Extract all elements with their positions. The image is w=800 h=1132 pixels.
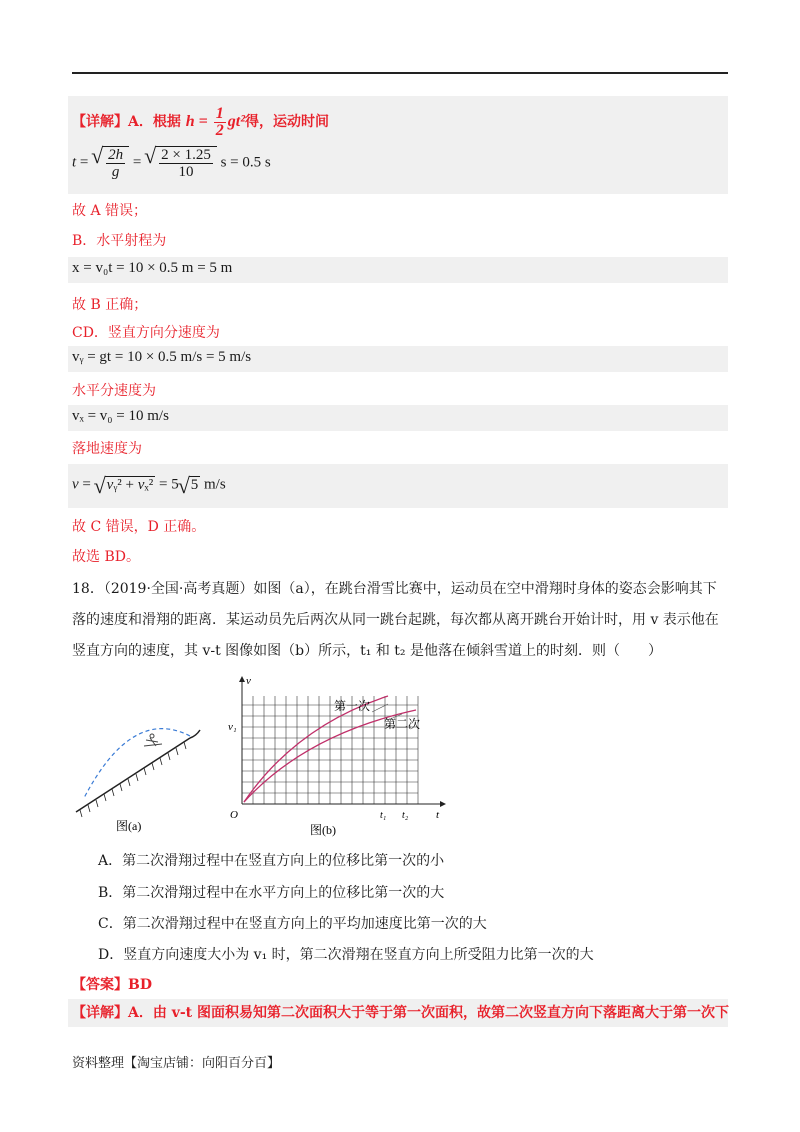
vx-equation: vₓ = v₀ = 10 m/s	[72, 408, 169, 424]
answer-value: BD	[128, 977, 152, 993]
answer-line	[72, 974, 152, 996]
detail-label: 【详解】	[72, 114, 128, 131]
slope-line	[76, 738, 190, 812]
detail-a-suffix: 得，运动时间	[245, 114, 330, 131]
option-d[interactable]: D．竖直方向速度大小为 v₁ 时，第二次滑翔在竖直方向上所受阻力比第一次的大	[98, 947, 594, 963]
q18-line-1: 18．（2019·全国·高考真题）如图（a），在跳台滑雪比赛中，运动员在空中滑翔时身体的姿态会影响其下	[72, 581, 717, 597]
c-result: 故 C 错误，D 正确。	[72, 519, 206, 535]
land-intro: 落地速度为	[72, 441, 142, 457]
graph-grid	[242, 696, 421, 804]
cd-equation: vᵧ = gt = 10 × 0.5 m/s = 5 m/s	[72, 349, 252, 365]
answer-label: 【答案】	[72, 977, 128, 993]
skier-icon	[144, 734, 162, 746]
land-equation: v = √ vᵧ² + vₓ² = 5√ 5 m/s	[72, 476, 226, 494]
v-axis-arrow	[239, 676, 245, 682]
q18-line-3: 竖直方向的速度，其 v-t 图像如图（b）所示，t₁ 和 t₂ 是他落在倾斜雪道上的时刻．则（ ）	[72, 643, 662, 659]
option-a[interactable]: A．第二次滑翔过程中在竖直方向上的位移比第一次的小	[98, 853, 445, 869]
label-first: 第一次	[334, 699, 371, 713]
footer-source: 资料整理【淘宝店铺：向阳百分百】	[72, 1056, 281, 1071]
figure-a-caption: 图(a)	[116, 819, 142, 833]
option-b[interactable]: B．第二次滑翔过程中在水平方向上的位移比第一次的大	[98, 885, 445, 901]
detail-a-line	[72, 106, 329, 139]
detail-label-q18: 【详解】	[72, 1005, 128, 1021]
axis-label-v: v	[246, 675, 251, 687]
choice-result: 故选 BD。	[72, 549, 140, 565]
label-second: 第二次	[384, 717, 421, 731]
a-result: 故 A 错误；	[72, 203, 148, 219]
option-c[interactable]: C．第二次滑翔过程中在竖直方向上的平均加速度比第一次的大	[98, 916, 487, 932]
detail-q18-line	[72, 1002, 729, 1024]
cd-intro: CD．竖直方向分速度为	[72, 325, 220, 341]
detail-q18-a: A．由 v-t 图面积易知第二次面积大于等于第一次面积，故第二次竖直方向下落距离大于第一次下	[128, 1005, 730, 1021]
b-result: 故 B 正确；	[72, 297, 148, 313]
ramp-lip	[190, 730, 200, 738]
b-equation: x = v₀t = 10 × 0.5 m = 5 m	[72, 260, 233, 276]
slope-hatching	[80, 742, 186, 817]
t1-label: t₁	[380, 810, 387, 821]
detail-a-intro: A．根据	[128, 114, 181, 131]
formula-time: t = √ $\frac{2h}{g}$ = √ $\frac{2 \times 1.25}{10}$ s = 0.5 s	[72, 146, 271, 180]
axis-label-t: t	[436, 809, 440, 821]
q18-line-2: 落的速度和滑翔的距离．某运动员先后两次从同一跳台起跳，每次都从离开跳台开始计时，用 v 表示他在	[72, 612, 719, 628]
formula-h: h = $\frac{1}{2}$ gt²	[185, 105, 246, 139]
v1-label: v₁	[228, 721, 237, 733]
t-axis-arrow	[440, 801, 446, 807]
header-rule	[72, 72, 728, 74]
origin-label: O	[230, 809, 238, 821]
t2-label: t₂	[402, 810, 409, 821]
figure-b-caption: 图(b)	[310, 823, 336, 837]
b-intro: B．水平射程为	[72, 233, 167, 249]
vx-intro: 水平分速度为	[72, 383, 156, 399]
trajectory-dashed	[84, 729, 190, 798]
figure-b-vt-graph	[226, 674, 452, 840]
figure-a	[72, 716, 222, 836]
